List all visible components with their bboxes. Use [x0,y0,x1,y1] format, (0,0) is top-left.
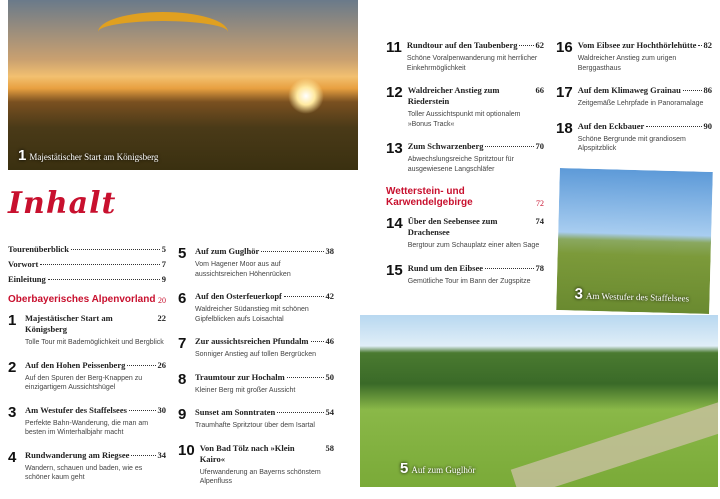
tour-title: Zum Schwarzenberg [407,141,484,151]
tour-title: Über den Seebensee zum Drachensee [407,216,498,237]
tour-title-row [408,85,544,107]
tour-page: 62 [535,40,544,50]
caption-number: 1 [18,147,27,164]
toc-tour-entry[interactable] [8,405,166,438]
caption-text: Auf zum Guglhör [411,465,476,475]
toc-tour-entry[interactable] [178,246,334,279]
tour-description: Kleiner Berg mit großer Aussicht [195,386,296,394]
tour-title-row [578,121,712,132]
tour-title: Am Westufer des Staffelsees [25,404,127,415]
tour-title: Rundwanderung am Riegsee [25,449,130,460]
tour-title-row [408,263,544,274]
tour-number: 3 [8,403,17,421]
tour-page: 34 [157,449,166,460]
tour-title: Zur aussichtsreichen Pfundalm [195,336,309,346]
tour-title: Majestätischer Start am Königsberg [25,313,113,334]
section-heading[interactable] [8,294,166,305]
section-page: 20 [158,296,166,305]
tour-number: 4 [8,448,17,466]
tour-page: 86 [703,85,712,95]
tour-title: Auf zum Guglhör [195,246,260,256]
tour-page: 78 [535,262,544,273]
tour-number: 1 [8,312,17,329]
tour-number: 7 [178,335,187,352]
toc-column-1 [8,244,166,495]
tour-title: Rundtour auf den Taubenberg [406,40,518,50]
tour-title-row [408,216,544,238]
tour-title-row [195,246,334,257]
caption-text: Majestätischer Start am Königsberg [29,152,159,162]
page-title: Inhalt [8,186,117,221]
tour-title-row [25,450,166,461]
toc-tour-entry[interactable] [178,407,334,431]
tour-number: 18 [556,119,573,137]
paraglider-wing [98,12,228,52]
tour-description: Tolle Tour mit Bademöglichkeit und Bergblick [25,339,164,346]
tour-description: Waldreicher Anstieg zum urigen Berggasthaus [577,55,677,72]
tour-title: Auf den Hohen Peissenberg [25,359,126,370]
tour-title: Auf dem Klimaweg Grainau [577,85,681,95]
tour-title-row [195,291,334,302]
tour-page: 82 [703,40,712,50]
tour-number: 5 [178,245,187,262]
tour-title: Sunset am Sonntraten [195,407,276,417]
tour-page: 90 [703,120,712,131]
tour-page: 42 [325,291,334,301]
tour-title-row [408,141,544,152]
tour-description: Schöne Bergrunde mit grandiosem Alpspitzblick [577,135,686,152]
section-label: Oberbayerisches Alpenvorland [8,294,156,305]
tour-description: Uferwanderung an Bayerns schönstem Alpenfluss [199,468,321,485]
toc-tour-entry[interactable] [178,443,334,487]
toc-entry[interactable] [8,259,166,269]
tour-page: 46 [325,336,334,346]
photo-caption [574,285,689,305]
entry-page: 9 [161,274,166,284]
caption-number: 5 [400,460,409,477]
tour-number: 9 [178,406,187,423]
toc-tour-entry[interactable] [386,216,544,251]
tour-description: Zeitgemäße Lehrpfade in Panoramalage [577,100,704,107]
sun [288,78,324,114]
tour-title: Auf den Osterfeuerkopf [195,291,282,301]
caption-text: Am Westufer des Staffelsees [585,290,690,304]
tour-page: 50 [325,371,334,382]
tour-number: 13 [386,140,403,157]
tour-page: 70 [535,141,544,151]
tour-title-row [407,40,544,51]
section-label: Wetterstein- und Karwendelgebirge [386,186,473,208]
toc-tour-entry[interactable] [178,372,334,396]
tour-number: 17 [556,84,573,101]
toc-tour-entry[interactable] [8,360,166,393]
toc-tour-entry[interactable] [556,121,712,154]
toc-tour-entry[interactable] [178,336,334,360]
tour-description: Vom Hagener Moor aus auf aussichtsreichen Höhenrücken [195,261,291,278]
tour-title-row [578,40,712,51]
tour-number: 6 [178,290,187,307]
tour-title: Waldreicher Anstieg zum Riederstein [407,85,500,106]
tour-page: 38 [325,246,334,256]
toc-tour-entry[interactable] [386,141,544,174]
photo-staffelsee [554,166,715,316]
toc-column-2 [178,246,334,499]
tour-title-row [195,407,334,418]
photo-caption [18,147,158,164]
entry-page: 5 [161,244,166,254]
tour-number: 8 [178,370,187,388]
tour-title: Von Bad Tölz nach »Klein Kairo« [199,442,295,464]
tour-title-row [25,360,166,371]
toc-entry[interactable] [8,274,166,284]
tour-title: Auf den Eckbauer [577,120,645,131]
photo-paraglider-koenigsberg [8,0,358,170]
tour-title-row [195,336,334,347]
caption-number: 3 [574,285,584,303]
entry-label: Vorwort [8,259,39,269]
tour-number: 14 [386,215,403,232]
tour-number: 16 [556,39,573,56]
tour-description: Waldreicher Südanstieg mit schönen Gipfelblicken aufs Loisachtal [195,306,309,323]
toc-entry[interactable] [8,244,166,254]
tour-title-row [578,85,712,96]
tour-description: Wandern, schauen und baden, wie es schöner kaum geht [25,464,143,481]
tour-description: Schöne Voralpenwanderung mit herrlicher Einkehrmöglichkeit [406,55,538,72]
tour-description: Sonniger Anstieg auf tollen Bergrücken [195,351,317,358]
tour-description: Bergtour zum Schauplatz einer alten Sage [407,242,540,249]
tour-number: 12 [386,84,403,101]
tour-page: 30 [157,404,166,415]
toc-tour-entry[interactable] [556,40,712,73]
tour-title-row [25,405,166,416]
tour-title-row [195,372,334,383]
photo-guglhoer [360,315,718,487]
trail [511,402,718,487]
tour-number: 15 [386,261,403,279]
toc-tour-entry[interactable] [386,40,544,73]
tour-page: 54 [325,407,334,417]
toc-column-3 [386,40,544,298]
entry-label: Einleitung [8,274,46,284]
tour-title: Traumtour zur Hochalm [195,371,285,382]
toc-tour-entry[interactable] [386,85,544,129]
toc-tour-entry[interactable] [178,291,334,324]
tour-description: Perfekte Bahn-Wanderung, die man am besten im Winterhalbjahr macht [25,419,149,436]
tour-description: Traumhafte Spritztour über dem Isartal [195,422,315,429]
section-heading[interactable] [386,186,544,208]
tour-page: 74 [535,216,544,226]
toc-tour-entry[interactable] [8,450,166,483]
toc-tour-entry[interactable] [386,263,544,287]
entry-label: Tourenüberblick [8,244,69,254]
photo-caption [400,460,475,477]
tour-page: 26 [157,359,166,370]
tour-title: Vom Eibsee zur Hochthörlehütte [577,40,697,50]
toc-tour-entry[interactable] [556,85,712,109]
tour-page: 58 [325,442,334,453]
tour-description: Auf den Spuren der Berg-Knappen zu einzigartigem Aussichtshügel [25,374,143,391]
tour-title: Rund um den Eibsee [407,262,484,273]
tour-number: 11 [386,39,402,56]
tour-description: Gemütliche Tour im Bann der Zugspitze [407,277,531,285]
toc-tour-entry[interactable] [8,313,166,348]
entry-page: 7 [161,259,166,269]
section-page: 72 [536,199,544,208]
tour-number: 10 [178,441,195,459]
tour-number: 2 [8,358,17,376]
tour-page: 22 [157,313,166,323]
tour-page: 66 [535,85,544,95]
tour-description: Toller Aussichtspunkt mit optionalem »Bonus Track« [407,111,521,128]
tour-title-row [25,313,166,335]
tour-description: Abwechslungsreiche Spritztour für ausgewiesene Langschläfer [407,156,514,173]
tour-title-row [200,443,334,465]
toc-column-4 [556,40,712,166]
